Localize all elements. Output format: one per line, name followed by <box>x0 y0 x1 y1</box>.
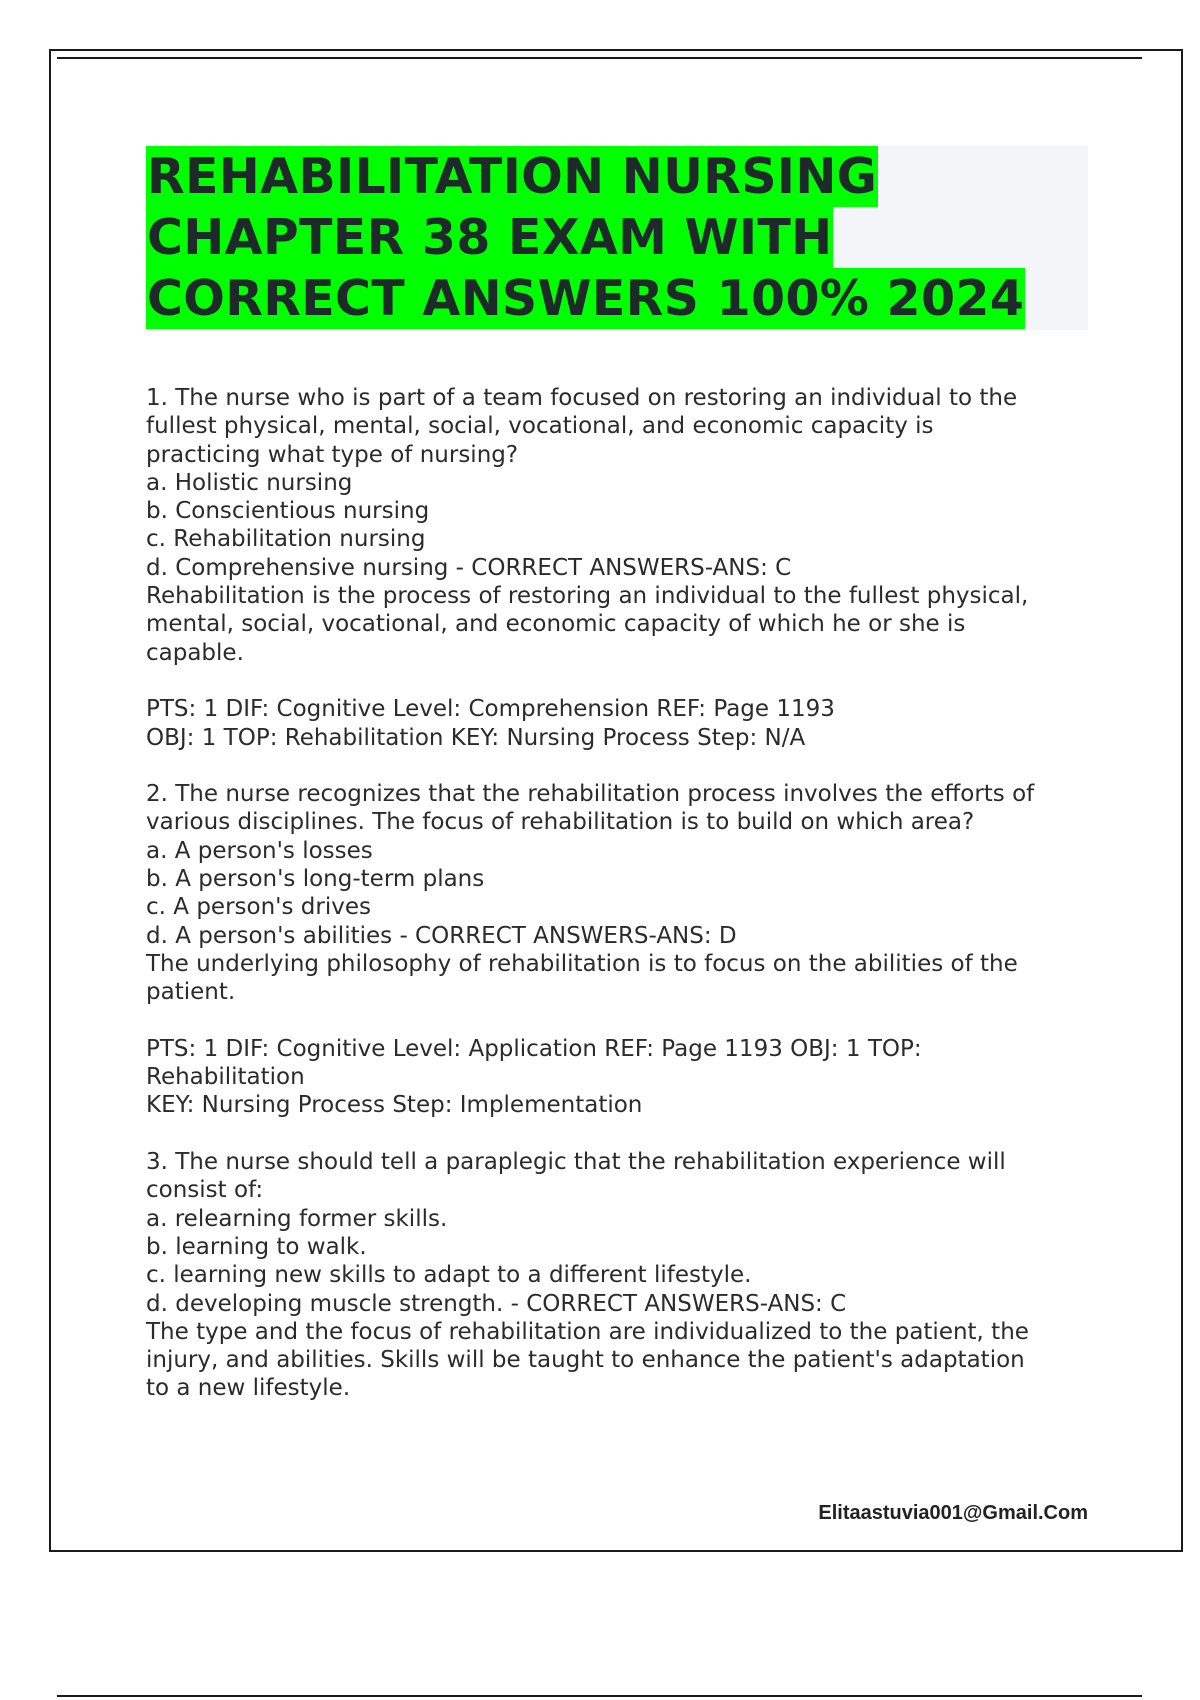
title-block <box>146 146 1088 330</box>
answer-option: a. relearning former skills. <box>146 1205 448 1232</box>
question-text: 2. The nurse recognizes that the rehabilitation process involves the efforts of <box>146 781 1035 808</box>
question-text: practicing what type of nursing? <box>146 441 519 468</box>
question-metadata: KEY: Nursing Process Step: Implementation <box>146 1092 643 1119</box>
spacer <box>146 667 1096 695</box>
question-1 <box>146 384 1096 780</box>
document-title <box>146 146 1088 329</box>
rationale-text: injury, and abilities. Skills will be taught to enhance the patient's adaptation <box>146 1347 1025 1374</box>
footer-email: Elitaastuvia001@Gmail.Com <box>818 1502 1088 1524</box>
answer-option: c. learning new skills to adapt to a different lifestyle. <box>146 1262 752 1289</box>
rationale-text: The underlying philosophy of rehabilitation is to focus on the abilities of the <box>146 950 1018 977</box>
answer-option: b. Conscientious nursing <box>146 498 430 525</box>
answer-option: c. Rehabilitation nursing <box>146 526 426 553</box>
answer-option: a. A person's losses <box>146 837 373 864</box>
title-line: CHAPTER 38 EXAM WITH <box>147 209 833 266</box>
rationale-text: The type and the focus of rehabilitation are individualized to the patient, the <box>146 1318 1029 1345</box>
rationale-text: patient. <box>146 979 236 1006</box>
spacer <box>146 1120 1096 1148</box>
spacer <box>146 752 1096 780</box>
answer-option: b. A person's long-term plans <box>146 866 485 893</box>
bottom-rule <box>57 1695 1142 1697</box>
question-metadata: PTS: 1 DIF: Cognitive Level: Comprehension REF: Page 1193 <box>146 696 835 723</box>
rationale-text: capable. <box>146 639 244 666</box>
answer-option: d. A person's abilities - CORRECT ANSWERS-ANS: D <box>146 922 737 949</box>
rationale-text: mental, social, vocational, and economic capacity of which he or she is <box>146 611 966 638</box>
rationale-text: to a new lifestyle. <box>146 1375 351 1402</box>
answer-option: a. Holistic nursing <box>146 469 353 496</box>
question-3 <box>146 1148 1096 1403</box>
question-text: 3. The nurse should tell a paraplegic that the rehabilitation experience will <box>146 1149 1006 1176</box>
answer-option: b. learning to walk. <box>146 1233 367 1260</box>
question-metadata: Rehabilitation <box>146 1064 305 1091</box>
question-text: various disciplines. The focus of rehabilitation is to build on which area? <box>146 809 975 836</box>
question-text: 1. The nurse who is part of a team focused on restoring an individual to the <box>146 385 1018 411</box>
question-metadata: OBJ: 1 TOP: Rehabilitation KEY: Nursing Process Step: N/A <box>146 724 806 751</box>
title-line: REHABILITATION NURSING <box>147 148 878 205</box>
title-line: CORRECT ANSWERS 100% 2024 <box>147 270 1025 327</box>
question-text: fullest physical, mental, social, vocational, and economic capacity is <box>146 413 934 440</box>
answer-option: d. Comprehensive nursing - CORRECT ANSWERS-ANS: C <box>146 554 792 581</box>
top-rule <box>57 57 1142 59</box>
question-list <box>146 384 1096 1403</box>
answer-option: d. developing muscle strength. - CORRECT ANSWERS-ANS: C <box>146 1290 847 1317</box>
question-text: consist of: <box>146 1177 264 1204</box>
spacer <box>146 1007 1096 1035</box>
question-metadata: PTS: 1 DIF: Cognitive Level: Application REF: Page 1193 OBJ: 1 TOP: <box>146 1035 922 1062</box>
question-2 <box>146 780 1096 1148</box>
answer-option: c. A person's drives <box>146 894 371 921</box>
rationale-text: Rehabilitation is the process of restoring an individual to the fullest physical, <box>146 583 1029 610</box>
